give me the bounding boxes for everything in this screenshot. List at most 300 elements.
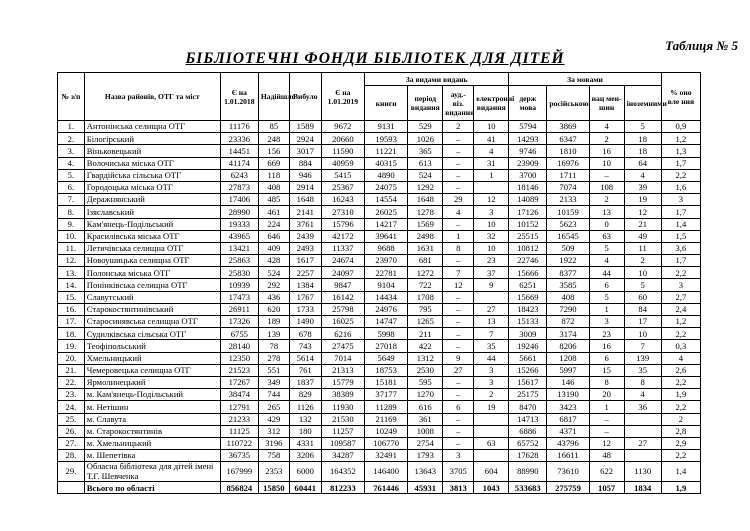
table-cell: Старосинявська селищна ОТГ bbox=[84, 316, 220, 328]
table-cell: 16 bbox=[589, 145, 624, 157]
table-cell: 265 bbox=[258, 401, 289, 413]
table-cell: 88990 bbox=[509, 462, 547, 482]
table-cell: 13 bbox=[474, 316, 509, 328]
table-cell: 19246 bbox=[509, 340, 547, 352]
header-fund-2018: Є на 1.01.2018 bbox=[220, 73, 258, 121]
header-periodicals: період видання bbox=[408, 86, 443, 121]
table-cell: 40959 bbox=[321, 157, 364, 169]
table-cell: 1,7 bbox=[661, 255, 700, 267]
table-row bbox=[58, 194, 701, 206]
table-cell: 4 bbox=[589, 255, 624, 267]
table-cell: 1272 bbox=[408, 267, 443, 279]
table-cell: 1,3 bbox=[661, 145, 700, 157]
table-cell: 17406 bbox=[220, 194, 258, 206]
table-cell: 10 bbox=[474, 218, 509, 230]
table-cell: 7 bbox=[624, 340, 661, 352]
table-cell: 19 bbox=[474, 401, 509, 413]
table-cell: 15850 bbox=[258, 482, 289, 494]
table-row bbox=[58, 206, 701, 218]
table-cell: – bbox=[443, 316, 474, 328]
table-row bbox=[58, 218, 701, 230]
header-state-language: держ мова bbox=[509, 86, 547, 121]
table-cell: 829 bbox=[289, 389, 321, 401]
table-cell: 24075 bbox=[365, 181, 408, 193]
table-cell: 24674 bbox=[321, 255, 364, 267]
table-cell: 11221 bbox=[365, 145, 408, 157]
table-row bbox=[58, 121, 701, 133]
table-cell: 48 bbox=[589, 450, 624, 462]
table-cell: 26. bbox=[58, 425, 85, 437]
table-cell: 8 bbox=[624, 376, 661, 388]
table-cell: 11125 bbox=[220, 425, 258, 437]
table-cell: 16243 bbox=[321, 194, 364, 206]
table-cell: 25515 bbox=[509, 230, 547, 242]
table-cell: Кам'янець-Подільський bbox=[84, 218, 220, 230]
table-cell: 5614 bbox=[289, 352, 321, 364]
table-cell: 3 bbox=[661, 279, 700, 291]
table-cell: 110722 bbox=[220, 437, 258, 449]
table-cell: 3423 bbox=[547, 401, 589, 413]
table-cell: 2 bbox=[624, 255, 661, 267]
table-cell: 9847 bbox=[321, 279, 364, 291]
table-cell: 65752 bbox=[509, 437, 547, 449]
table-cell: 14554 bbox=[365, 194, 408, 206]
table-cell: Всього по області bbox=[84, 482, 220, 494]
table-row bbox=[58, 376, 701, 388]
table-cell: 27018 bbox=[365, 340, 408, 352]
table-cell: 27 bbox=[443, 364, 474, 376]
table-cell: 2493 bbox=[289, 242, 321, 254]
table-cell: – bbox=[589, 169, 624, 181]
table-cell: 12 bbox=[474, 194, 509, 206]
table-cell: 6251 bbox=[509, 279, 547, 291]
header-name: Назва районів, ОТГ та міст bbox=[84, 73, 220, 121]
table-cell: 20. bbox=[58, 352, 85, 364]
table-cell: 28990 bbox=[220, 206, 258, 218]
table-cell: – bbox=[443, 389, 474, 401]
table-cell: 39 bbox=[624, 181, 661, 193]
table-row bbox=[58, 389, 701, 401]
table-cell: 63 bbox=[474, 437, 509, 449]
table-cell: 2257 bbox=[289, 267, 321, 279]
table-cell: 18. bbox=[58, 328, 85, 340]
table-cell: 11930 bbox=[321, 401, 364, 413]
table-cell: 2 bbox=[589, 194, 624, 206]
table-cell: – bbox=[443, 291, 474, 303]
table-cell: 211 bbox=[408, 328, 443, 340]
table-cell: 10 bbox=[624, 328, 661, 340]
table-cell: 551 bbox=[258, 364, 289, 376]
table-cell: Білогірський bbox=[84, 133, 220, 145]
table-cell: 8206 bbox=[547, 340, 589, 352]
table-cell: 19333 bbox=[220, 218, 258, 230]
table-cell: 3174 bbox=[547, 328, 589, 340]
table-cell: 31 bbox=[474, 157, 509, 169]
table-cell: 5998 bbox=[365, 328, 408, 340]
table-cell: 14713 bbox=[509, 413, 547, 425]
table-cell: 9104 bbox=[365, 279, 408, 291]
table-cell: 3 bbox=[443, 450, 474, 462]
table-cell: 5649 bbox=[365, 352, 408, 364]
table-cell: 19593 bbox=[365, 133, 408, 145]
table-cell: 11337 bbox=[321, 242, 364, 254]
table-cell: 428 bbox=[258, 255, 289, 267]
table-cell: 3585 bbox=[547, 279, 589, 291]
table-cell: 4331 bbox=[289, 437, 321, 449]
table-cell: 1922 bbox=[547, 255, 589, 267]
table-cell: 12350 bbox=[220, 352, 258, 364]
table-cell: 361 bbox=[408, 413, 443, 425]
table-cell: 11176 bbox=[220, 121, 258, 133]
table-cell: 2,2 bbox=[661, 376, 700, 388]
table-cell: 758 bbox=[258, 450, 289, 462]
table-cell: 529 bbox=[408, 121, 443, 133]
table-cell: 2914 bbox=[289, 181, 321, 193]
table-cell: 11. bbox=[58, 242, 85, 254]
table-cell: 620 bbox=[258, 303, 289, 315]
table-cell: 6755 bbox=[220, 328, 258, 340]
table-cell: 27310 bbox=[321, 206, 364, 218]
table-cell: м. Хмельницький bbox=[84, 437, 220, 449]
table-cell: 1057 bbox=[589, 482, 624, 494]
table-cell: 11590 bbox=[321, 145, 364, 157]
table-cell: 16611 bbox=[547, 450, 589, 462]
table-cell: – bbox=[443, 376, 474, 388]
table-cell: 49 bbox=[624, 230, 661, 242]
table-cell: – bbox=[443, 181, 474, 193]
table-cell: 7. bbox=[58, 194, 85, 206]
table-cell: 24. bbox=[58, 401, 85, 413]
table-row bbox=[58, 462, 701, 482]
table-cell: 14293 bbox=[509, 133, 547, 145]
header-num: № з/п bbox=[58, 73, 85, 121]
table-row bbox=[58, 413, 701, 425]
table-cell: 38474 bbox=[220, 389, 258, 401]
table-cell: 509 bbox=[547, 242, 589, 254]
table-cell: Славутський bbox=[84, 291, 220, 303]
table-cell: 21530 bbox=[321, 413, 364, 425]
table-cell: 2498 bbox=[408, 230, 443, 242]
table-cell: 15 bbox=[589, 364, 624, 376]
table-cell: 872 bbox=[547, 316, 589, 328]
table-cell: 1767 bbox=[289, 291, 321, 303]
table-cell: Летичівська селищна ОТГ bbox=[84, 242, 220, 254]
header-electronic: електронні видання bbox=[474, 86, 509, 121]
table-cell: 1837 bbox=[289, 376, 321, 388]
table-cell: 189 bbox=[258, 316, 289, 328]
table-cell: 18 bbox=[624, 133, 661, 145]
table-cell: 7074 bbox=[547, 181, 589, 193]
table-cell: 21233 bbox=[220, 413, 258, 425]
table-cell: 1490 bbox=[289, 316, 321, 328]
table-cell: 10 bbox=[624, 267, 661, 279]
table-cell: 25. bbox=[58, 413, 85, 425]
table-cell: – bbox=[443, 425, 474, 437]
table-cell: – bbox=[443, 437, 474, 449]
table-cell: Антонінська селищна ОТГ bbox=[84, 121, 220, 133]
table-cell: 3 bbox=[589, 316, 624, 328]
table-cell: 5 bbox=[624, 121, 661, 133]
header-added: Надійшло bbox=[258, 73, 289, 121]
table-cell: 44 bbox=[474, 352, 509, 364]
table-cell: 12. bbox=[58, 255, 85, 267]
table-cell: 15. bbox=[58, 291, 85, 303]
table-cell: 278 bbox=[258, 352, 289, 364]
table-cell: 722 bbox=[408, 279, 443, 291]
table-cell: 15669 bbox=[509, 291, 547, 303]
table-cell: 6000 bbox=[289, 462, 321, 482]
table-row bbox=[58, 291, 701, 303]
table-cell: 4371 bbox=[547, 425, 589, 437]
table-cell: 13. bbox=[58, 267, 85, 279]
table-cell: 29 bbox=[443, 194, 474, 206]
table-row bbox=[58, 340, 701, 352]
table-cell: 4 bbox=[474, 145, 509, 157]
table-cell: 22746 bbox=[509, 255, 547, 267]
table-cell: 1 bbox=[589, 303, 624, 315]
table-cell: 4 bbox=[661, 352, 700, 364]
table-cell: 27 bbox=[474, 303, 509, 315]
table-row bbox=[58, 169, 701, 181]
table-cell: 20 bbox=[589, 389, 624, 401]
table-cell: 25863 bbox=[220, 255, 258, 267]
table-cell: 0,3 bbox=[661, 340, 700, 352]
table-cell bbox=[474, 291, 509, 303]
table-cell: 795 bbox=[408, 303, 443, 315]
table-cell: 1,9 bbox=[661, 389, 700, 401]
table-cell: 408 bbox=[258, 181, 289, 193]
table-cell: 365 bbox=[408, 145, 443, 157]
table-cell: 37177 bbox=[365, 389, 408, 401]
table-cell: 21313 bbox=[321, 364, 364, 376]
table-cell: 21 bbox=[624, 218, 661, 230]
table-row bbox=[58, 437, 701, 449]
table-cell: 1589 bbox=[289, 121, 321, 133]
table-cell: 1,2 bbox=[661, 133, 700, 145]
table-cell: 26911 bbox=[220, 303, 258, 315]
table-cell: 743 bbox=[289, 340, 321, 352]
table-cell: 41174 bbox=[220, 157, 258, 169]
table-cell: 22. bbox=[58, 376, 85, 388]
table-row bbox=[58, 328, 701, 340]
table-cell: – bbox=[443, 328, 474, 340]
table-cell: 15133 bbox=[509, 316, 547, 328]
table-cell bbox=[474, 181, 509, 193]
table-cell: 1384 bbox=[289, 279, 321, 291]
table-cell: 2,2 bbox=[661, 450, 700, 462]
table-cell: 85 bbox=[258, 121, 289, 133]
table-cell: 139 bbox=[624, 352, 661, 364]
table-cell: 224 bbox=[258, 218, 289, 230]
table-cell: 146400 bbox=[365, 462, 408, 482]
table-cell: 8470 bbox=[509, 401, 547, 413]
table-cell: 8 bbox=[443, 242, 474, 254]
table-cell: 60 bbox=[624, 291, 661, 303]
table-row bbox=[58, 181, 701, 193]
table-cell: 1,2 bbox=[661, 316, 700, 328]
table-cell: 13190 bbox=[547, 389, 589, 401]
table-cell: 28140 bbox=[220, 340, 258, 352]
table-cell bbox=[624, 450, 661, 462]
header-by-language: За мовами bbox=[509, 73, 661, 86]
table-cell: 10249 bbox=[365, 425, 408, 437]
table-cell: 29. bbox=[58, 462, 85, 482]
table-cell: 8377 bbox=[547, 267, 589, 279]
table-cell: 1043 bbox=[474, 482, 509, 494]
table-cell: 9 bbox=[474, 279, 509, 291]
table-cell: 11 bbox=[624, 242, 661, 254]
table-row bbox=[58, 425, 701, 437]
table-cell: 4. bbox=[58, 157, 85, 169]
header-russian: російською bbox=[547, 86, 589, 121]
table-cell: 21. bbox=[58, 364, 85, 376]
table-cell: 19 bbox=[624, 194, 661, 206]
table-cell: 604 bbox=[474, 462, 509, 482]
table-cell: 436 bbox=[258, 291, 289, 303]
table-cell: 461 bbox=[258, 206, 289, 218]
table-cell: 167999 bbox=[220, 462, 258, 482]
table-cell: м. Кам'янець-Подільський bbox=[84, 389, 220, 401]
table-cell: 139 bbox=[258, 328, 289, 340]
table-cell bbox=[58, 482, 85, 494]
table-cell: 613 bbox=[408, 157, 443, 169]
table-cell: 2 bbox=[474, 389, 509, 401]
table-cell: 64 bbox=[624, 157, 661, 169]
table-cell: 3017 bbox=[289, 145, 321, 157]
table-cell: 19. bbox=[58, 340, 85, 352]
table-cell: 5997 bbox=[547, 364, 589, 376]
table-cell: 5415 bbox=[321, 169, 364, 181]
table-cell: 6886 bbox=[509, 425, 547, 437]
table-row bbox=[58, 401, 701, 413]
table-cell: 646 bbox=[258, 230, 289, 242]
table-cell: 15779 bbox=[321, 376, 364, 388]
table-cell: 21523 bbox=[220, 364, 258, 376]
table-cell: 10 bbox=[474, 121, 509, 133]
table-cell: Ярмолинецький bbox=[84, 376, 220, 388]
table-cell: 2,2 bbox=[661, 169, 700, 181]
table-cell: 5623 bbox=[547, 218, 589, 230]
table-cell: 1834 bbox=[624, 482, 661, 494]
table-cell: 43965 bbox=[220, 230, 258, 242]
table-cell: 63 bbox=[589, 230, 624, 242]
table-cell: 524 bbox=[258, 267, 289, 279]
table-cell: 10152 bbox=[509, 218, 547, 230]
table-cell: 16. bbox=[58, 303, 85, 315]
table-cell: Чемеровецька селищна ОТГ bbox=[84, 364, 220, 376]
table-cell: Теофіпольський bbox=[84, 340, 220, 352]
table-cell: 1278 bbox=[408, 206, 443, 218]
table-cell: 60441 bbox=[289, 482, 321, 494]
table-cell: 7014 bbox=[321, 352, 364, 364]
table-cell: 2,2 bbox=[661, 328, 700, 340]
table-cell: 15181 bbox=[365, 376, 408, 388]
table-row bbox=[58, 157, 701, 169]
table-cell: 8 bbox=[589, 376, 624, 388]
table-cell: 32 bbox=[474, 230, 509, 242]
table-cell: 6. bbox=[58, 181, 85, 193]
table-cell: 2439 bbox=[289, 230, 321, 242]
table-cell: – bbox=[443, 145, 474, 157]
table-cell: 1,9 bbox=[661, 482, 700, 494]
table-cell: 18753 bbox=[365, 364, 408, 376]
table-cell: 524 bbox=[408, 169, 443, 181]
table-cell: 146 bbox=[547, 376, 589, 388]
table-cell: 6243 bbox=[220, 169, 258, 181]
table-cell: 37 bbox=[474, 267, 509, 279]
table-cell: 9 bbox=[443, 352, 474, 364]
table-cell: – bbox=[443, 157, 474, 169]
table-cell: 0 bbox=[589, 218, 624, 230]
table-cell: 180 bbox=[289, 425, 321, 437]
table-cell: 27. bbox=[58, 437, 85, 449]
table-cell: Гвардійська сільська ОТГ bbox=[84, 169, 220, 181]
table-cell: – bbox=[443, 133, 474, 145]
table-cell: 1 bbox=[474, 169, 509, 181]
table-cell: 4 bbox=[624, 389, 661, 401]
table-cell: 3813 bbox=[443, 482, 474, 494]
table-cell: 118 bbox=[258, 169, 289, 181]
table-cell: 422 bbox=[408, 340, 443, 352]
table-cell: 2,4 bbox=[661, 303, 700, 315]
table-cell: 669 bbox=[258, 157, 289, 169]
table-cell bbox=[624, 425, 661, 437]
table-row bbox=[58, 316, 701, 328]
table-cell: 2. bbox=[58, 133, 85, 145]
table-cell: 2 bbox=[661, 413, 700, 425]
table-cell: 349 bbox=[258, 376, 289, 388]
table-cell: 38389 bbox=[321, 389, 364, 401]
table-cell: 4890 bbox=[365, 169, 408, 181]
table-cell: 1,7 bbox=[661, 157, 700, 169]
table-cell bbox=[474, 425, 509, 437]
table-cell: 4 bbox=[443, 206, 474, 218]
table-cell: м. Шепетівка bbox=[84, 450, 220, 462]
table-cell: – bbox=[443, 255, 474, 267]
table-row bbox=[58, 255, 701, 267]
table-cell: 812233 bbox=[321, 482, 364, 494]
table-cell: 14217 bbox=[365, 218, 408, 230]
table-row bbox=[58, 242, 701, 254]
table-cell: 1,4 bbox=[661, 462, 700, 482]
table-cell: 24976 bbox=[365, 303, 408, 315]
table-cell: 16 bbox=[589, 340, 624, 352]
table-cell: 14089 bbox=[509, 194, 547, 206]
table-cell: 744 bbox=[258, 389, 289, 401]
table-cell: 9746 bbox=[509, 145, 547, 157]
table-cell: 9688 bbox=[365, 242, 408, 254]
table-cell: – bbox=[443, 413, 474, 425]
table-cell: 25367 bbox=[321, 181, 364, 193]
table-cell: 14. bbox=[58, 279, 85, 291]
table-cell: 681 bbox=[408, 255, 443, 267]
table-cell: 17267 bbox=[220, 376, 258, 388]
table-cell: Новоушицька селищна ОТГ bbox=[84, 255, 220, 267]
table-cell: 25175 bbox=[509, 389, 547, 401]
table-cell: 5 bbox=[589, 291, 624, 303]
table-cell: 13 bbox=[589, 206, 624, 218]
table-cell bbox=[474, 450, 509, 462]
table-cell: 485 bbox=[258, 194, 289, 206]
table-cell: 35 bbox=[624, 364, 661, 376]
table-cell: 1,4 bbox=[661, 218, 700, 230]
table-cell: 1810 bbox=[547, 145, 589, 157]
header-by-type: За видами видань bbox=[365, 73, 509, 86]
table-cell: 946 bbox=[289, 169, 321, 181]
table-row bbox=[58, 133, 701, 145]
table-cell: – bbox=[443, 218, 474, 230]
table-cell: 1648 bbox=[408, 194, 443, 206]
